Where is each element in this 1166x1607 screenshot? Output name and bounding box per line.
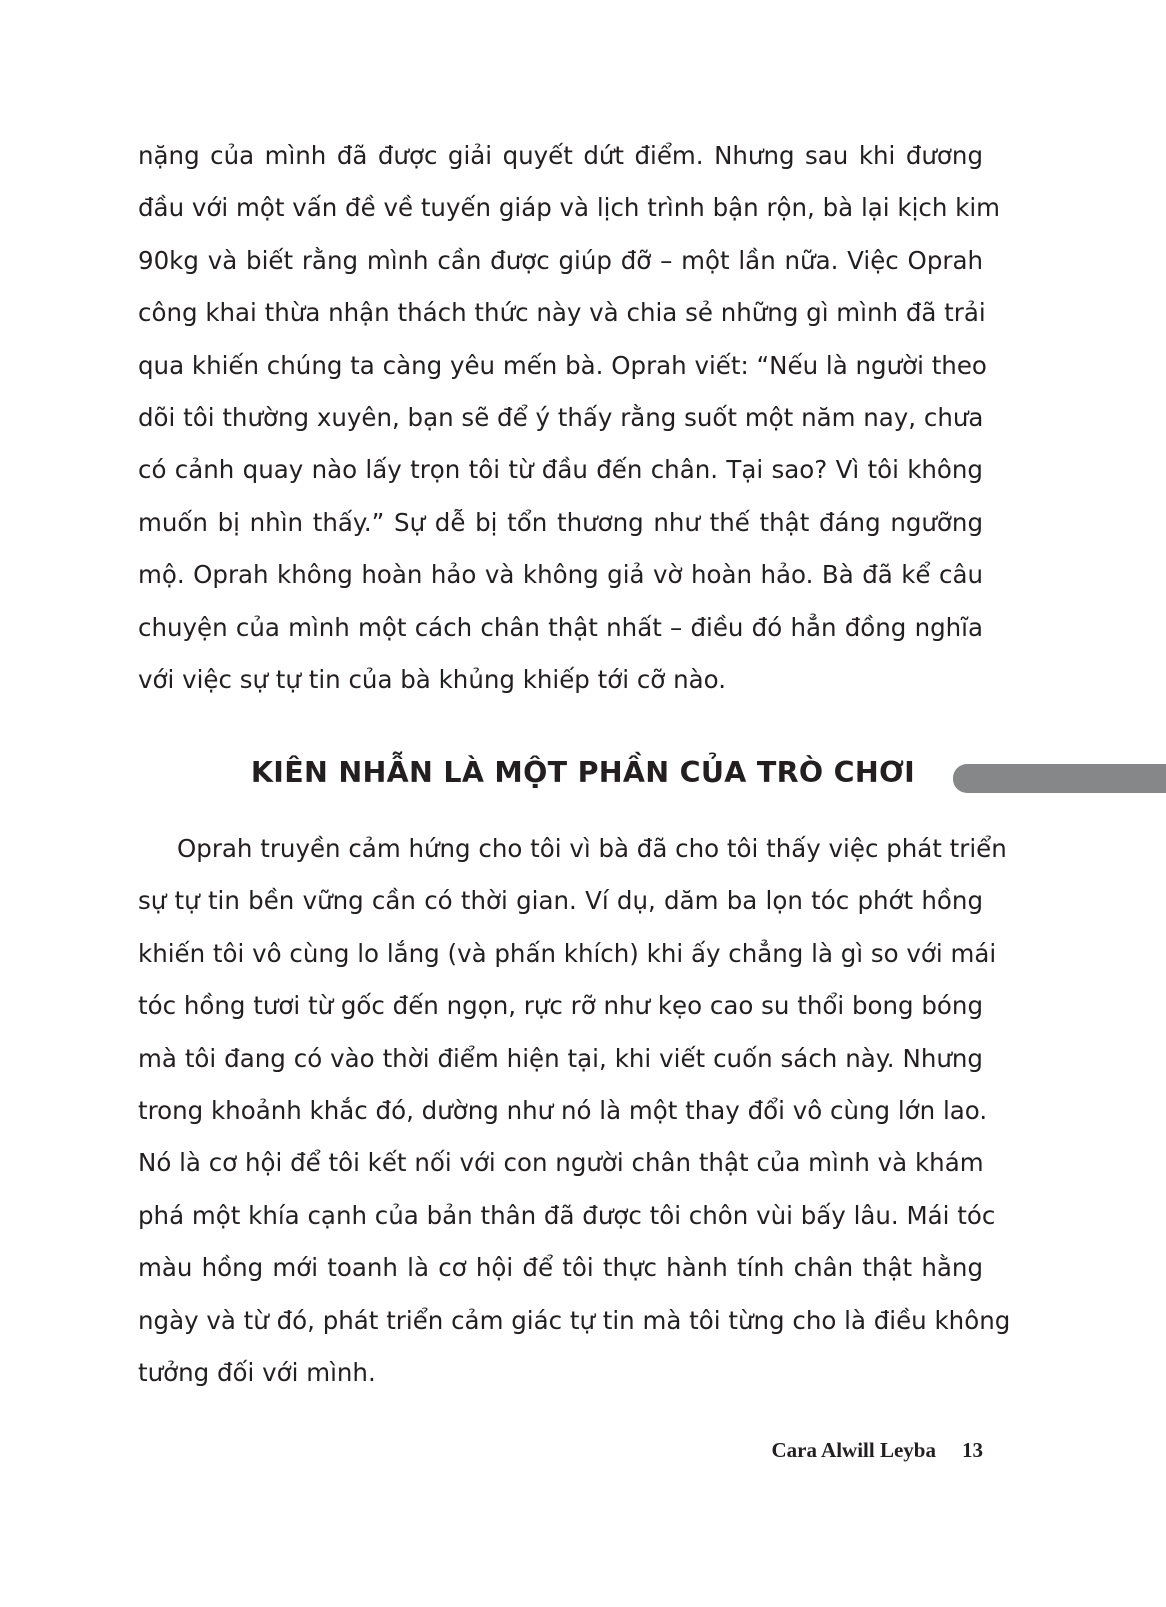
text-line: trong khoảnh khắc đó, dường như nó là một thay đổi vô cùng lớn lao. (138, 1095, 988, 1125)
paragraph-1 (138, 130, 1001, 706)
text-line: qua khiến chúng ta càng yêu mến bà. Oprah viết: “Nếu là người theo (138, 350, 987, 380)
text-line: nặng của mình đã được giải quyết dứt điểm. Nhưng sau khi đương (138, 141, 983, 170)
text-line: mà tôi đang có vào thời điểm hiện tại, khi viết cuốn sách này. Nhưng (138, 1043, 983, 1073)
text-line: ngày và từ đó, phát triển cảm giác tự tin mà tôi từng cho là điều không (138, 1305, 1011, 1335)
text-line: mộ. Oprah không hoàn hảo và không giả vờ hoàn hảo. Bà đã kể câu (138, 560, 983, 590)
text-line: công khai thừa nhận thách thức này và chia sẻ những gì mình đã trải (138, 298, 986, 328)
text-line: đầu với một vấn đề về tuyến giáp và lịch trình bận rộn, bà lại kịch kim (138, 193, 1001, 223)
text-line: 90kg và biết rằng mình cần được giúp đỡ – một lần nữa. Việc Oprah (138, 245, 983, 275)
text-line: chuyện của mình một cách chân thật nhất – điều đó hẳn đồng nghĩa (138, 612, 983, 642)
paragraph-2 (138, 823, 1011, 1399)
footer-author: Cara Alwill Leyba (771, 1438, 936, 1462)
text-line: muốn bị nhìn thấy.” Sự dễ bị tổn thương như thế thật đáng ngưỡng (138, 507, 983, 537)
text-line: có cảnh quay nào lấy trọn tôi từ đầu đến chân. Tại sao? Vì tôi không (138, 455, 983, 485)
text-line: Oprah truyền cảm hứng cho tôi vì bà đã cho tôi thấy việc phát triển (177, 834, 1007, 863)
text-line: với việc sự tự tin của bà khủng khiếp tới cỡ nào. (138, 664, 726, 694)
text-line: màu hồng mới toanh là cơ hội để tôi thực hành tính chân thật hằng (138, 1253, 983, 1283)
page-number: 13 (962, 1438, 983, 1462)
text-line: sự tự tin bền vững cần có thời gian. Ví dụ, dăm ba lọn tóc phớt hồng (138, 886, 983, 916)
section-heading-text: KIÊN NHẪN LÀ MỘT PHẦN CỦA TRÒ CHƠI (250, 756, 916, 789)
heading-decorative-bar (953, 764, 1166, 793)
text-line: khiến tôi vô cùng lo lắng (và phấn khích) khi ấy chẳng là gì so với mái (138, 938, 997, 968)
text-line: tóc hồng tươi từ gốc đến ngọn, rực rỡ như kẹo cao su thổi bong bóng (138, 991, 983, 1021)
page-footer (771, 1438, 983, 1463)
text-line: tưởng đối với mình. (138, 1357, 376, 1387)
text-line: Nó là cơ hội để tôi kết nối với con người chân thật của mình và khám (138, 1148, 984, 1178)
text-line: dõi tôi thường xuyên, bạn sẽ để ý thấy rằng suốt một năm nay, chưa (138, 402, 984, 432)
text-line: phá một khía cạnh của bản thân đã được tôi chôn vùi bấy lâu. Mái tóc (138, 1200, 996, 1230)
